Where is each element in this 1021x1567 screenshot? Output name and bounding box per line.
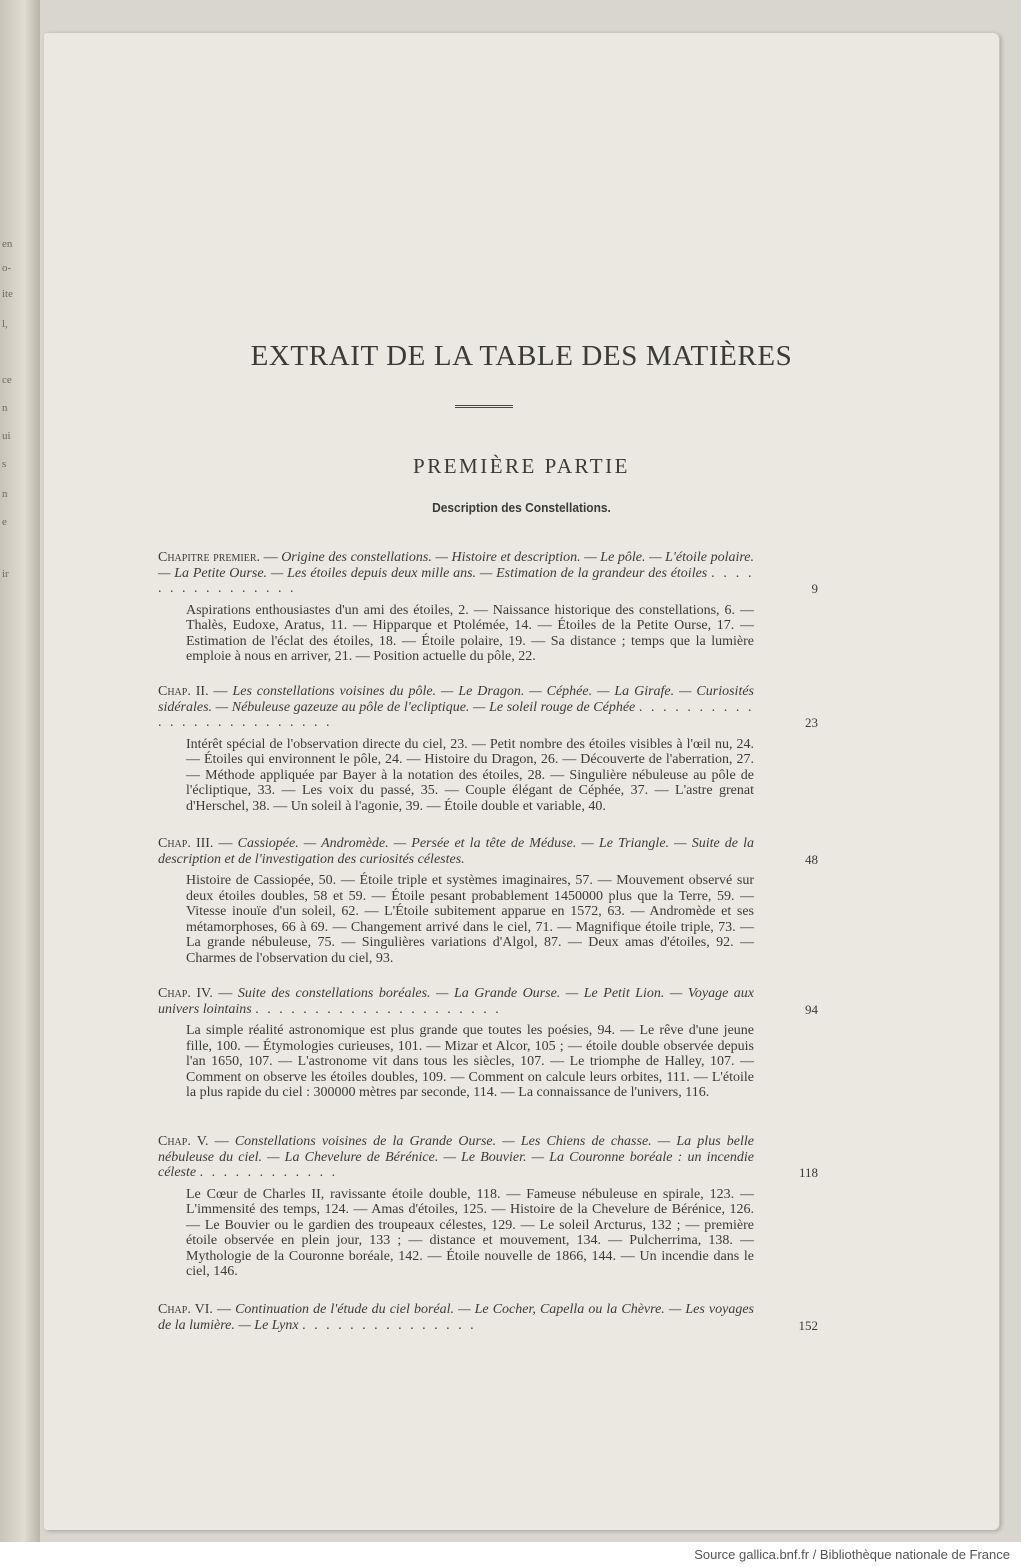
chapter-title: Continuation de l'étude du ciel boréal. — Le Cocher, Capella ou la Chèvre. — Les voyages de la lumière. — Le Lynx (158, 1302, 754, 1333)
margin-fragment: n (2, 488, 8, 500)
page-number: 94 (805, 1001, 818, 1017)
toc-entry-chapter-2 (158, 684, 818, 814)
chapter-summary: Aspirations enthousiastes d'un ami des étoiles, 2. — Naissance historique des constellations, 6. — Thalès, Eudoxe, Aratus, 11. — Hipparque et Ptolémée, 14. — Étoiles de la Petite Ourse, 17. — Estimation de l'éclat des étoiles, 18. — Étoile polaire, 19. — Sa distance ; temps que la lumière emploie à nous en arriver, 21. — Position actuelle du pôle, 22. (186, 602, 754, 664)
chapter-label: Chap. IV. — (158, 986, 233, 1001)
chapter-label: Chapitre premier. — (158, 550, 278, 565)
leader-dots: . . . . . . . . . . . . . . . . . . . . . . . . . (158, 699, 754, 730)
chapter-label: Chap. V. — (158, 1134, 229, 1149)
chapter-heading (158, 684, 818, 731)
chapter-summary: Intérêt spécial de l'observation directe du ciel, 23. — Petit nombre des étoiles visibles à l'œil nu, 24. — Étoiles qui environnent le pôle, 24. — Histoire du Dragon, 26. — Découverte de l'aberration, 27. — Méthode appliquée par Bayer à la notation des étoiles, 28. — Singulière nébuleuse au pôle de l'écliptique, 33. — Les voix du passé, 35. — Couple élégant de Céphée, 37. — L'astre grenat d'Herschel, 38. — Un soleil à l'agonie, 39. — Étoile double et variable, 40. (186, 736, 754, 814)
page-number: 23 (805, 715, 818, 730)
chapter-title: Constellations voisines de la Grande Ourse. — Les Chiens de chasse. — La plus belle nébuleuse du ciel. — La Chevelure de Bérénice. — Le Bouvier. — La Couronne boréale : un incendie céleste (158, 1134, 754, 1180)
page-title: EXTRAIT DE LA TABLE DES MATIÈRES (250, 340, 793, 372)
margin-fragment: o- (2, 262, 12, 274)
margin-fragment: ce (2, 374, 12, 386)
chapter-heading (158, 1134, 818, 1181)
chapter-label: Chap. III. — (158, 836, 233, 851)
chapter-title: Les constellations voisines du pôle. — Le Dragon. — Céphée. — La Girafe. — Curiosités sidérales. — Nébuleuse gazeuze au pôle de l'ecliptique. — Le soleil rouge de Céphée (158, 684, 754, 715)
leader-dots: . . . . . . . . . . . . . . . . (158, 565, 755, 596)
title-divider (455, 405, 513, 408)
toc-entry-chapter-4 (158, 986, 818, 1101)
margin-fragment: ui (2, 430, 11, 442)
chapter-label: Chap. VI. — (158, 1302, 232, 1317)
margin-fragment: en (2, 238, 13, 250)
source-credit: Source gallica.bnf.fr / Bibliothèque nationale de France (694, 1547, 1010, 1562)
chapter-summary: Histoire de Cassiopée, 50. — Étoile triple et systèmes imaginaires, 57. — Mouvement observé sur deux étoiles doubles, 58 et 59. — Étoile pesant probablement 1450000 plus que la Terre, 59. — Vitesse inouïe d'un soleil, 62. — L'Étoile subitement apparue en 1572, 63. — Andromède et ses métamorphoses, 66 à 69. — Changement arrivé dans le ciel, 71. — Magnifique étoile triple, 73. — La grande nébuleuse, 75. — Singulières variations d'Algol, 87. — Deux amas d'étoiles, 92. — Charmes de l'observation du ciel, 93. (186, 873, 754, 966)
chapter-summary: La simple réalité astronomique est plus grande que toutes les poésies, 94. — Le rêve d'une jeune fille, 100. — Étymologies curieuses, 101. — Mizar et Alcor, 105 ; — étoile double observée depuis l'an 1650, 107. — L'astronome vit dans tous les siècles, 107. — Le triomphe de Halley, 107. — Comment on observe les étoiles doubles, 109. — Comment on calcule leurs orbites, 111. — L'étoile la plus rapide du ciel : 300000 mètres par seconde, 114. — La connaissance de l'univers, 116. (186, 1023, 754, 1100)
margin-fragment: e (2, 516, 7, 528)
leader-dots: . . . . . . . . . . . . . . . . . . . . . (255, 1001, 502, 1017)
chapter-label: Chap. II. — (158, 684, 228, 699)
chapter-heading (158, 550, 818, 597)
page-number: 118 (798, 1165, 818, 1180)
margin-fragment: l, (2, 318, 8, 330)
toc-entry-chapter-5 (158, 1134, 818, 1280)
page-number: 48 (805, 851, 818, 867)
chapter-summary: Le Cœur de Charles II, ravissante étoile double, 118. — Fameuse nébuleuse en spirale, 123. — L'immensité des temps, 124. — Amas d'étoiles, 125. — Histoire de la Chevelure de Bérénice, 126. — Le Bouvier ou le gardien des troupeaux célestes, 129. — Le soleil Arcturus, 132 ; — première étoile observée en plein jour, 133 ; — distance et mouvement, 134. — Pulcherrima, 138. — Mythologie de la Couronne boréale, 142. — Étoile nouvelle de 1866, 144. — Un incendie dans le ciel, 146. (186, 1186, 754, 1279)
facing-page-edge (0, 0, 40, 1542)
chapter-heading (158, 986, 818, 1017)
chapter-title: Suite des constellations boréales. — La Grande Ourse. — Le Petit Lion. — Voyage aux univers lointains (158, 986, 755, 1017)
margin-fragment: n (2, 402, 8, 414)
chapter-title: Origine des constellations. — Histoire et description. — Le pôle. — L'étoile polaire. — La Petite Ourse. — Les étoiles depuis deux mille ans. — Estimation de la grandeur des étoiles (158, 550, 755, 581)
toc-entry-chapter-1 (158, 550, 818, 665)
page-number: 152 (798, 1317, 818, 1333)
toc-entry-chapter-6 (158, 1302, 818, 1333)
page-number: 9 (811, 581, 818, 596)
toc-entry-chapter-3 (158, 836, 818, 966)
chapter-title: Cassiopée. — Andromède. — Persée et la tête de Méduse. — Le Triangle. — Suite de la description et de l'investigation des curiosités célestes. (158, 836, 754, 867)
margin-fragment: s (2, 458, 7, 470)
margin-fragment: ite (2, 288, 13, 300)
leader-dots: . . . . . . . . . . . . . . . (302, 1317, 477, 1333)
chapter-heading (158, 836, 818, 867)
section-subtitle: Description des Constellations. (432, 500, 611, 515)
chapter-heading (158, 1302, 818, 1333)
leader-dots: . . . . . . . . . . . . (199, 1165, 338, 1180)
part-heading: PREMIÈRE PARTIE (413, 454, 630, 478)
margin-fragment: ir (2, 568, 9, 580)
